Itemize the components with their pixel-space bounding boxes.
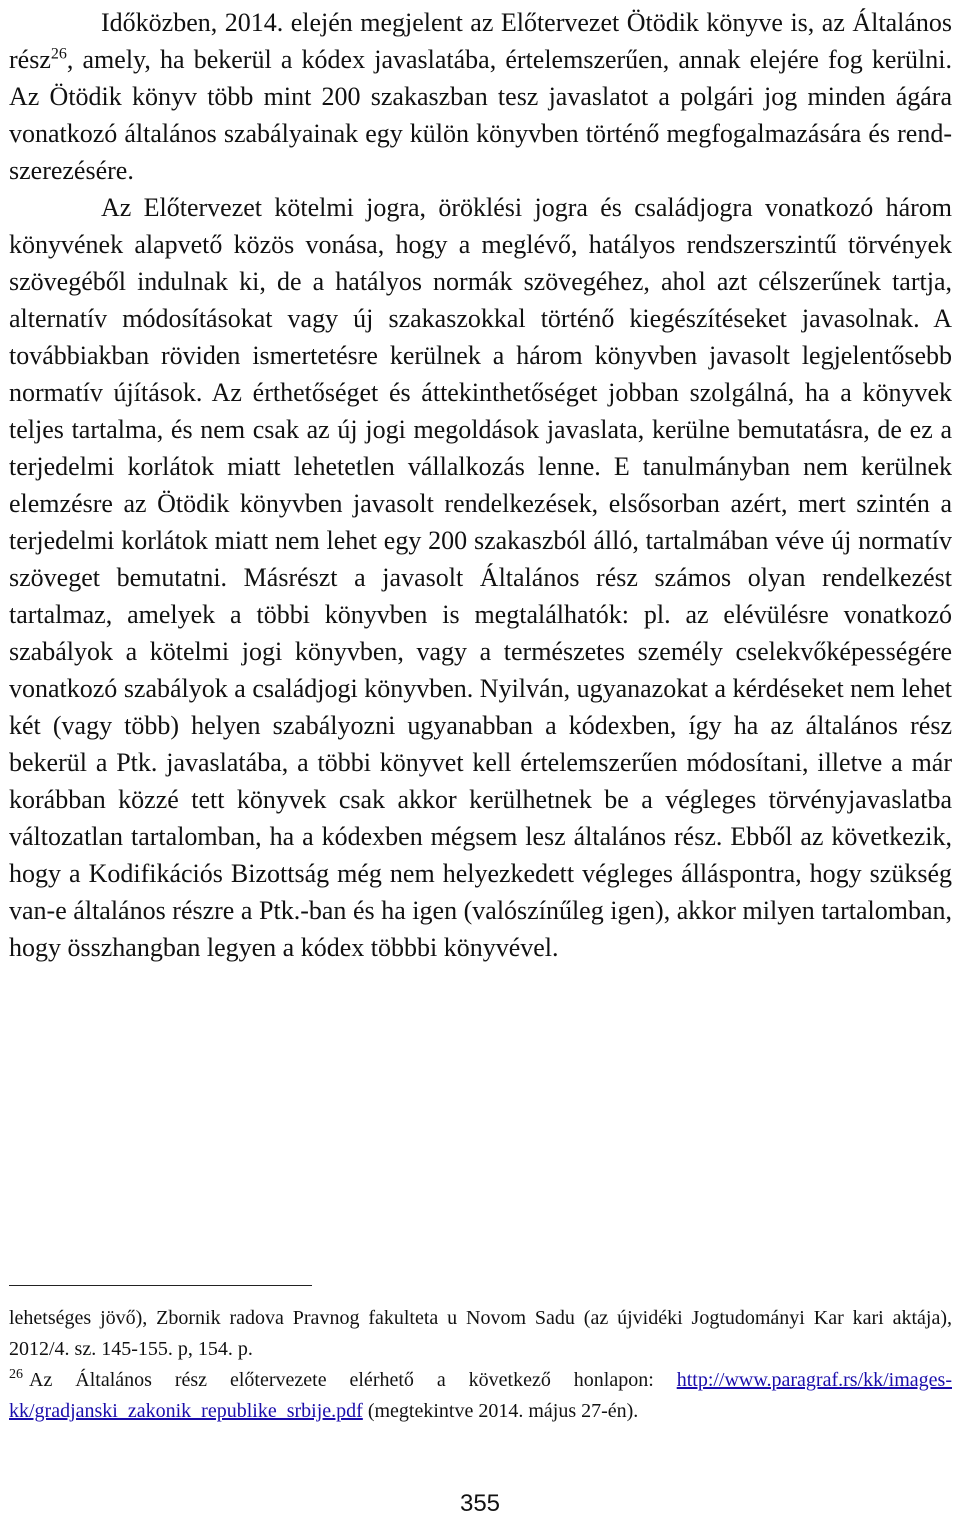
footnote-reference-26[interactable]: 26 <box>50 45 67 63</box>
paragraph-text: Időközben, 2014. elején megjelent az Előtervezet Ötödik könyve is, az Általános rész <box>9 8 952 74</box>
footnote-number: 26 <box>9 1367 23 1383</box>
paragraph-text: , amely, ha bekerül a kódex javaslatába, értelemszerűen, annak elejére fog kerülni. Az Ötödik könyv több mint 200 szakaszban tesz javaslatot a polgári jog minden ágára vonatkozó általános szabályainak egy külön könyvben történő megfogalmazására és rendszerezésére. <box>9 45 952 185</box>
footnote-text: Az Általános rész előtervezete elérhető a következő honlapon: <box>29 1369 677 1391</box>
paragraph: Az Előtervezet kötelmi jogra, öröklési jogra és családjogra vonatkozó három könyvének alapvető közös vonása, hogy a meglévő, hatályos rendszerszintű törvények szövegéből indulnak ki, de a hatályos normák szövegéhez, ahol azt célszerűnek tartja, alternatív módosításokat vagy új szakaszokkal történő kiegészítéseket javasolnak. A továbbiakban röviden ismertetésre kerülnek a három könyvben javasolt legjelentősebb normatív újítások. Az érthetőséget és áttekinthetőséget jobban szolgálná, ha a könyvek teljes tartalma, és nem csak az új jogi megoldások javaslata, kerülne bemutatásra, de ez a terjedelmi korlátok miatt lehetetlen vállalkozás lenne. E tanulmányban nem kerülnek elemzésre az Ötödik könyvben javasolt rendelkezések, elsősorban azért, mert szintén a terjedelmi korlátok miatt nem lehet egy 200 szakaszból álló, tartalmában véve új normatív szöveget bemutatni. Másrészt a javasolt Általános rész számos olyan rendelkezést tartalmaz, amelyek a többi könyvben is megtalálhatók: pl. az elévülésre vonatkozó szabályok a kötelmi jogi könyvben, vagy a természetes személy cselekvőképességére vonatkozó szabályok a családjogi könyvben. Nyilván, ugyanazokat a kérdéseket nem lehet két (vagy több) helyen szabályozni ugyanabban a kódexben, így ha az általános rész bekerül a Ptk. javaslatába, a többi könyvet kell értelemszerűen módosítani, illetve a már korábban közzé tett könyvek csak akkor kerülhetnek be a végleges törvényjavaslatba változatlan tartalomban, ha a kódexben mégsem lesz általános rész. Ebből az következik, hogy a Kodifikációs Bizottság még nem helyezkedett végleges álláspontra, hogy szükség van-e általános részre a Ptk.-ban és ha igen (valószínűleg igen), akkor milyen tartalomban, hogy összhangban legyen a kódex többbi könyvével. <box>9 193 952 962</box>
footnote-link[interactable]: http://www.paragraf.rs/kk/images-kk/gradjanski_zakonik_republike_srbije.pdf <box>9 1369 952 1422</box>
footnote-text: (megtekintve 2014. május 27-én). <box>362 1400 639 1422</box>
footnote-separator <box>9 1285 312 1286</box>
footnote-continuation: lehetséges jövő), Zbornik radova Pravnog fakulteta u Novom Sadu (az újvidéki Jogtudományi Kar kari aktája), 2012/4. sz. 145-155. p, 154. p. <box>9 1307 952 1360</box>
footnote-26 <box>9 1365 952 1427</box>
main-text <box>9 4 952 966</box>
page <box>9 0 952 966</box>
paragraph <box>9 4 952 189</box>
page-number: 355 <box>459 1490 501 1517</box>
footnotes <box>9 1303 952 1427</box>
